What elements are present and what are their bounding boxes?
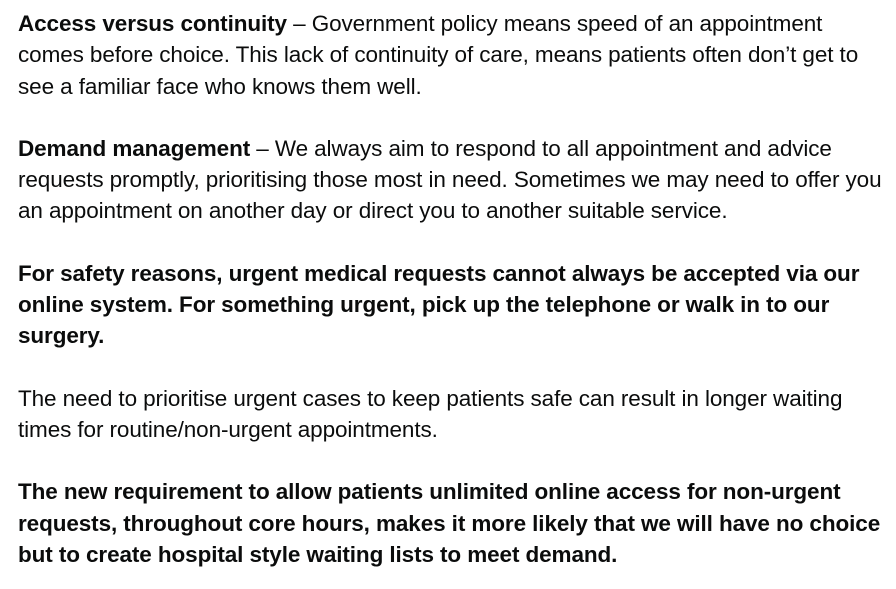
paragraph-text: Government policy means speed of an appointment comes before choice. This lack of continuity of care, means patients often don’t get to see a familiar face who knows them well.	[18, 11, 859, 99]
paragraph-new-requirement: The new requirement to allow patients unlimited online access for non-urgent requests, throughout core hours, makes it more likely that we will have no choice but to create hospital style waiting lists to meet demand.	[18, 479, 881, 567]
paragraph-safety-notice: For safety reasons, urgent medical requests cannot always be accepted via our online system. For something urgent, pick up the telephone or walk in to our surgery.	[18, 260, 860, 349]
heading-separator: –	[286, 11, 312, 36]
paragraph-prioritise-urgent: The need to prioritise urgent cases to keep patients safe can result in longer waiting times for routine/non-urgent appointments.	[18, 385, 843, 442]
paragraph-heading: Access versus continuity	[18, 11, 287, 36]
heading-separator: –	[250, 135, 275, 161]
paragraph-heading: Demand management	[18, 135, 251, 161]
paragraph-demand-management	[18, 133, 882, 227]
paragraph-access-continuity	[18, 8, 882, 102]
paragraph-text: We always aim to respond to all appointment and advice requests promptly, prioritising those most in need. Sometimes we may need to offer you an appointment on another day or direct you to another suitable service.	[18, 135, 882, 224]
